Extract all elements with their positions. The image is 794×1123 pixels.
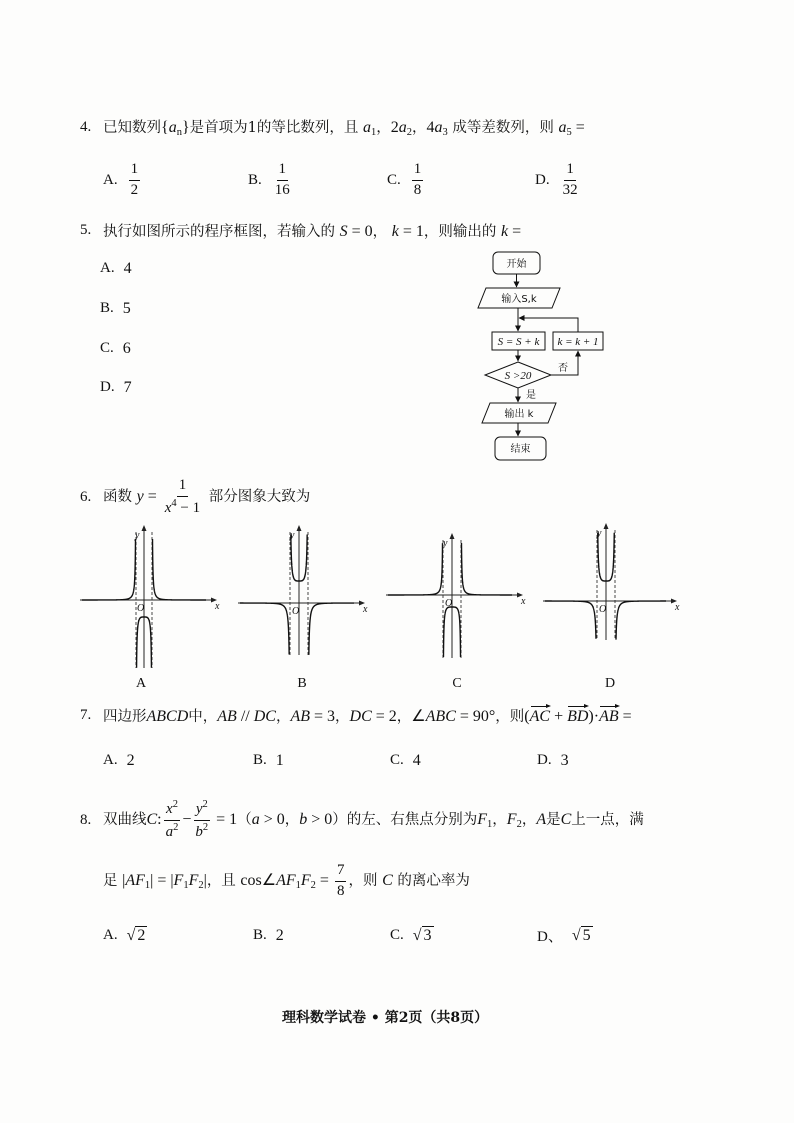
option-label: B. [248,171,262,188]
y-axis-arrow [142,525,147,531]
math-symbol: = [618,708,632,725]
math-symbol: 5 [122,299,131,317]
math-symbol: = [571,119,585,136]
math-symbol: − [182,811,192,828]
math-symbol: 2 [275,926,284,944]
stem-text: ， [411,120,427,136]
fraction-denominator: 8 [413,181,422,198]
option-label: C. [390,926,404,943]
fraction [163,477,202,517]
option-value [559,161,582,199]
stem-text: （ [237,812,252,828]
graph-label-d: D [604,676,616,691]
option-value [127,161,143,199]
stem-text: 是 [546,812,561,828]
stem-text: ，则输出的 [423,223,501,240]
option-label: A. [103,171,118,188]
graph-option-c [386,533,526,658]
superscript: 4 [171,497,177,509]
subscript: 5 [566,127,572,138]
stem-text: ， [376,120,391,136]
math-symbol: = [315,872,333,889]
subscript: 2 [406,127,412,138]
subscript: 2 [198,880,204,891]
stem-text: 执行如图所示的程序框图，若输入的 [103,223,340,240]
function-curve [153,539,206,600]
loop-back-arrow [519,318,578,332]
math-symbol: : [157,811,162,828]
vector: BD [567,704,588,726]
option-label: C. [390,751,404,768]
stem-text: ， [372,223,392,240]
question-text [103,862,470,900]
fraction-numerator [194,799,210,820]
fraction-denominator [193,821,210,841]
square-root [413,926,434,944]
q8-option-a [103,915,147,955]
question-text [103,220,521,241]
q7-option-d [537,740,569,780]
stem-text: 已知数列 [103,120,161,136]
fraction [273,161,292,199]
math-variable: C [382,872,393,889]
option-label: A. [103,926,118,943]
fraction-numerator: 1 [177,477,189,496]
fraction [129,161,141,199]
stem-text: 部分图象大致为 [204,489,311,505]
stem-text: 双曲线 [103,812,147,828]
math-symbol: − 1 [176,499,201,516]
math-variable: F [506,811,517,828]
math-variable: C [146,811,158,828]
option-label: D. [537,751,552,768]
q4-option-c [387,160,425,200]
stem-text: ， [275,709,291,725]
q4-option-a [103,160,142,200]
option-value [123,339,131,358]
math-symbol: = [143,488,161,505]
math-variable: a [362,119,371,136]
square-root [572,926,593,944]
option-label: D. [100,378,115,395]
fraction-denominator [164,821,181,841]
option-value [413,751,421,770]
math-variable: F [477,811,488,828]
graph-option-a [80,525,220,668]
option-value [123,299,131,318]
subscript: 1 [144,880,151,891]
math-symbol: = 1 [398,222,424,240]
question-text [103,116,585,138]
stem-text: 的离心率为 [392,873,470,889]
option-value [410,161,426,199]
stem-text: 上一点，满 [571,812,644,828]
math-symbol: = 1 [212,811,238,828]
fraction-denominator [163,497,202,517]
question-4-stem [80,107,585,147]
question-number: 7. [80,706,92,723]
option-label: C. [387,171,401,188]
subscript: 1 [487,819,493,830]
q8-option-d [537,915,593,955]
output-label: 输出 k [504,409,534,420]
function-curve [388,543,443,595]
origin-label: O [599,604,607,615]
math-variable: b [195,823,203,840]
question-5-stem [80,210,521,250]
stem-text: ）的左、右焦点分别为 [332,812,478,828]
q7-option-b [253,740,284,780]
graph-option-b [238,525,368,655]
option-label: A. [100,259,115,276]
start-label: 开始 [506,259,527,270]
question-7-stem [80,695,632,735]
math-symbol: = 90° [455,708,496,725]
subscript: 1 [183,880,189,891]
math-variable: y [136,488,144,505]
fraction-numerator: 7 [335,862,347,881]
math-symbol: 2 [390,119,399,136]
graph-label-a: A [135,676,147,691]
math-symbol: 4 [426,119,435,136]
option-value [127,926,148,945]
fraction [561,161,580,199]
option-label: B. [253,926,267,943]
math-variable: DC [253,708,276,725]
fraction-denominator: 32 [562,181,578,198]
math-variable: a [434,119,443,136]
math-variable: a [398,119,407,136]
math-symbol: = 2 [371,708,397,725]
question-text [103,799,644,841]
update-k-label: k = k + 1 [557,336,599,348]
function-curve [82,539,135,600]
stem-text: ， [492,812,507,828]
question-number: 4. [80,118,92,135]
math-symbol: )· [588,708,600,725]
origin-label: O [445,598,453,609]
math-variable: ABC [425,708,456,725]
y-axis-arrow [297,525,302,531]
question-8-stem [80,800,644,840]
y-axis-arrow [450,533,455,539]
fraction-denominator: 8 [336,882,345,899]
graph-label-c: C [452,676,462,691]
stem-text: ，且 [206,873,241,889]
q4-option-d [535,160,582,200]
math-symbol: = 0 [347,222,373,240]
question-8-stem-continued [103,861,470,901]
math-symbol: 4 [123,259,132,277]
function-curve [461,543,512,595]
math-symbol: 2 [126,751,135,769]
math-variable: y [195,801,203,818]
option-value [271,161,294,199]
y-axis-label: y [443,538,448,549]
fraction-denominator: 16 [274,181,290,198]
option-label: D、 [537,928,563,945]
math-variable: a [165,823,174,840]
math-variable: a [251,811,260,828]
math-variable: DC [349,708,372,725]
math-variable: AF [276,872,296,889]
stem-text: 函数 [103,489,137,505]
stem-text: ， [396,709,412,725]
x-axis-label: x [215,601,220,612]
radicand: 2 [137,926,146,944]
superscript: 2 [172,799,178,811]
radicand: 3 [423,926,432,944]
math-symbol: 7 [123,378,132,396]
fraction [335,862,347,900]
stem-text: 成等差数列，则 [447,120,559,136]
option-value [124,378,132,397]
math-symbol: 6 [122,339,131,357]
q5-option-a [100,248,132,288]
option-value [276,926,284,945]
q5-option-b [100,288,131,328]
math-variable: AB [290,708,310,725]
superscript: 2 [202,821,209,833]
subscript: 2 [310,880,316,891]
y-axis-label: y [597,528,602,539]
stem-text: 足 [103,873,123,889]
math-variable: b [299,811,308,828]
origin-label: O [292,606,300,617]
math-variable: AB [217,708,237,725]
graph-label-b: B [297,676,307,691]
fraction [193,799,210,841]
q5-option-c [100,328,131,368]
superscript: 2 [202,799,208,811]
stem-text: ， [335,709,350,725]
option-value [561,751,569,770]
math-symbol: | = | [150,872,174,889]
y-axis-label: y [290,530,295,541]
stem-text: ， [521,812,537,828]
fraction-numerator: 1 [564,161,576,180]
math-symbol: cos∠ [240,872,277,889]
math-variable: C [560,811,572,828]
math-symbol: ∠ [411,708,426,725]
option-label: D. [535,171,550,188]
vector: AB [599,704,619,726]
math-symbol: + [550,708,568,725]
option-label: B. [100,299,114,316]
update-s-label: S = S + k [497,336,540,348]
math-variable: k [501,222,509,240]
question-number: 8. [80,811,92,828]
square-root [127,926,148,944]
page-footer: 理科数学试卷 • 第2页（共8页） [282,1010,489,1026]
vector: AC [530,704,550,726]
y-axis-arrow [604,523,609,529]
q4-option-b [248,160,294,200]
option-value [413,926,434,945]
stem-text: 四边形 [103,709,147,725]
option-value [124,259,132,278]
stem-text: ，则 [495,709,525,725]
fraction-numerator [164,799,180,820]
yes-label: 是 [526,390,536,401]
fraction-numerator: 1 [277,161,289,180]
option-label: C. [100,339,114,356]
q8-option-c [390,915,434,955]
math-variable: S [339,222,348,240]
math-variable: F [300,872,311,889]
fraction-numerator: 1 [129,161,141,180]
math-symbol: } [181,119,190,136]
function-graph-options [0,520,794,680]
superscript: 2 [173,821,179,833]
x-axis-label: x [521,596,526,607]
fraction [412,161,424,199]
input-label: 输入S,k [501,294,537,305]
function-curve [309,603,354,655]
option-value [127,751,135,770]
function-curve [616,601,666,640]
math-variable: ABCD [146,708,189,725]
question-number: 6. [80,488,92,505]
math-symbol: // [236,708,254,725]
math-symbol: { [161,119,169,136]
math-variable: a [168,119,177,136]
math-variable: x [164,499,172,516]
origin-label: O [137,603,145,614]
fraction-denominator: 2 [130,181,139,198]
question-text [103,704,632,726]
stem-text: ， [284,812,300,828]
math-symbol: > 0 [259,811,285,828]
subscript: 3 [442,127,448,138]
radicand: 5 [582,926,591,944]
fraction-numerator: 1 [412,161,424,180]
y-axis-label: y [135,530,140,541]
subscript: 1 [370,127,377,138]
option-value [276,751,284,770]
math-variable: F [173,872,184,889]
math-symbol: 4 [412,751,421,769]
math-symbol: = [508,222,522,240]
math-variable: F [188,872,199,889]
math-symbol: ( [524,708,530,725]
math-symbol: = 3 [310,708,336,725]
q7-option-a [103,740,135,780]
math-variable: x [166,801,173,818]
condition-label: S >20 [504,370,532,382]
option-label: A. [103,751,118,768]
option-label: B. [253,751,267,768]
stem-text: ，则 [348,873,383,889]
x-axis-label: x [363,604,368,615]
x-axis-label: x [675,602,680,613]
math-symbol: 3 [560,751,569,769]
subscript: 1 [295,880,301,891]
function-curve [545,601,596,639]
question-text [103,477,310,517]
math-variable: AF [125,872,145,889]
q8-option-b [253,915,284,955]
math-symbol: | [122,872,126,889]
math-variable: a [558,119,567,136]
function-curve [240,603,289,655]
subscript: 2 [516,819,522,830]
graph-option-d [543,523,680,640]
question-6-stem [80,477,310,517]
option-value [572,926,593,945]
math-symbol: > 0 [307,811,333,828]
fraction [164,799,181,841]
question-number: 5. [80,221,92,238]
subscript: n [176,127,182,138]
math-symbol: | [203,872,207,889]
end-label: 结束 [510,444,531,455]
math-variable: k [391,222,399,240]
math-symbol: 1 [275,751,284,769]
program-flowchart [470,240,620,470]
q7-option-c [390,740,421,780]
q5-option-d [100,367,132,407]
no-label: 否 [558,363,568,374]
stem-text: 中， [188,709,218,725]
stem-text: 是首项为1的等比数列，且 [189,120,363,136]
math-variable: A [536,811,547,828]
